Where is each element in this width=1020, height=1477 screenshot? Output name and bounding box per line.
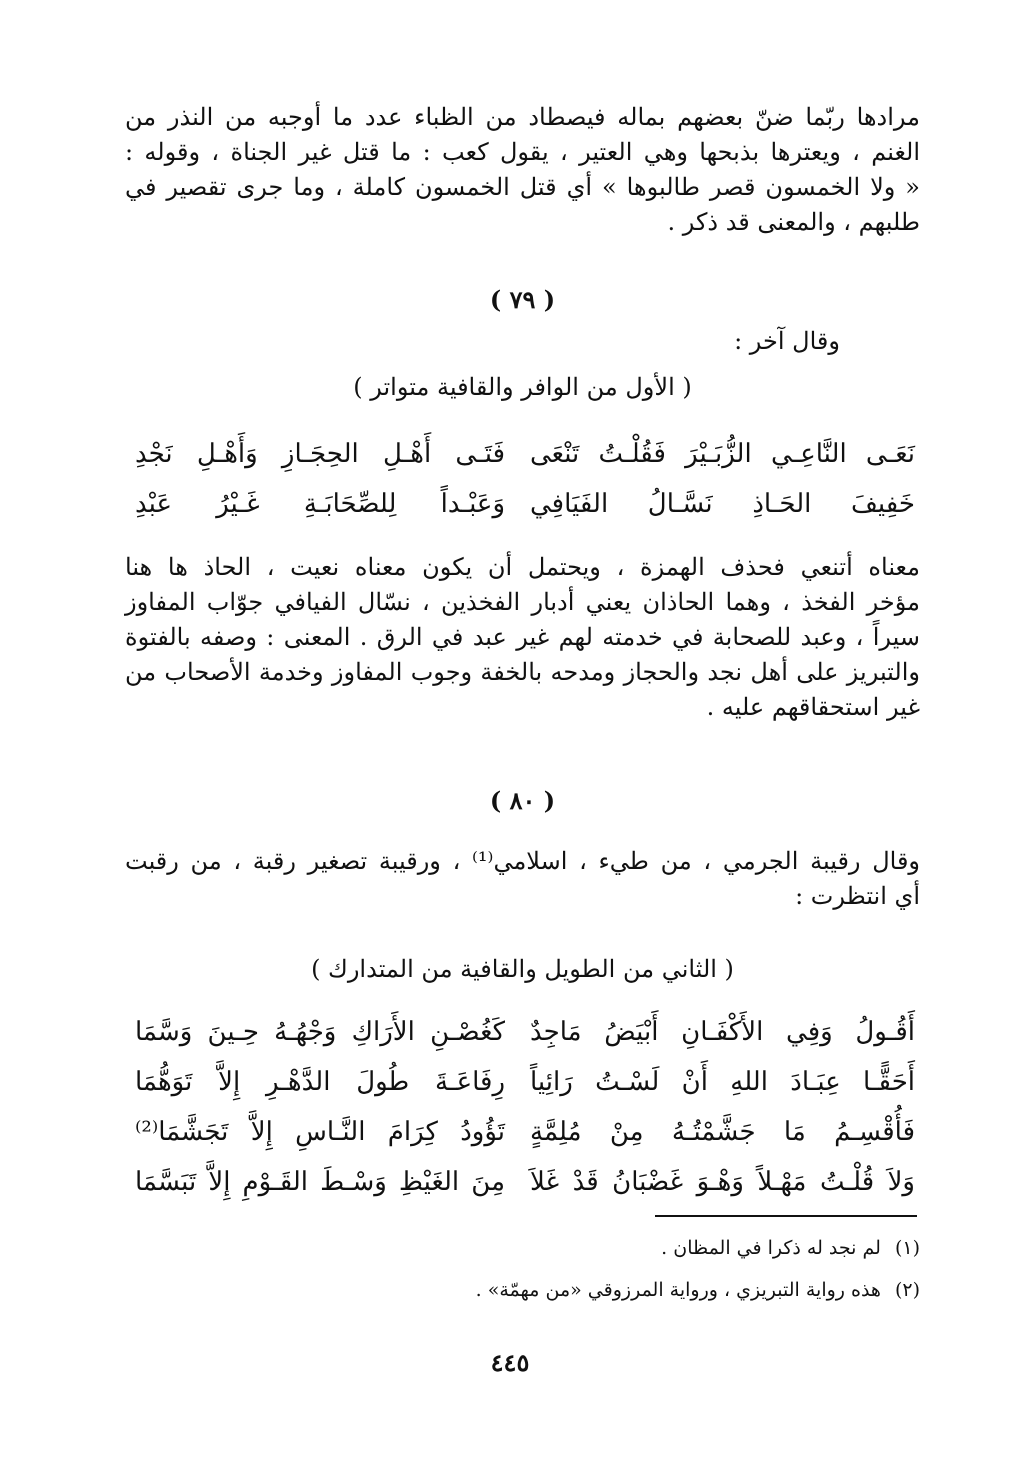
text-line: سيراً ، وعبد للصحابة في خدمته لهم غير عبد في الرق . المعنى : وصفه بالفتوة [125, 623, 920, 651]
text-line: « ولا الخمسون قصر طالبوها » أي قتل الخمسون كاملة ، وما جرى تقصير في [125, 173, 920, 201]
verse-first-hemistich: وَلاَ قُلْـتُ مَهْـلاً وَهْـوَ غَضْبَانُ قَدْ غَلاَ [530, 1167, 915, 1197]
text-line: مؤخر الفخذ ، وهما الحاذان يعني أدبار الفخذين ، نسّال الفيافي جوّاب المفاوز [125, 588, 920, 616]
text-line: وقال رقيبة الجرمي ، من طيء ، اسلامي⁽¹⁾ ، ورقيبة تصغير رقبة ، من رقبت [125, 847, 921, 875]
text-line: الغنم ، ويعترها بذبحها وهي العتير ، يقول كعب : ما قتل غير الجناة ، وقوله : [125, 138, 920, 166]
verse-row [135, 482, 915, 526]
verse-second-hemistich: مِنَ الغَيْظِ وَسْـطَ القَـوْمِ إِلاَّ تَبَسَّمَا [135, 1167, 505, 1197]
footnote-1 [661, 1234, 920, 1262]
meter-label-79: ( الأول من الوافر والقافية متواتر ) [353, 373, 692, 401]
section-number-79: ( ٧٩ ) [489, 285, 556, 314]
footnote-number: (١) [894, 1237, 920, 1259]
footnote-text: هذه رواية التبريزي ، ورواية المرزوقي «من مهمّة» . [475, 1279, 881, 1301]
verse-second-hemistich: رِفَاعَـةَ طُولَ الدَّهْـرِ إِلاَّ تَوَهُّمَا [135, 1067, 505, 1097]
text-line: والتبريز على أهل نجد والحجاز ومدحه بالخفة وجوب المفاوز وخدمة الأصحاب من [125, 658, 920, 686]
verse-second-hemistich: تَؤُودُ كِرَامَ النَّـاسِ إِلاَّ تَجَشَّمَا⁽²⁾ [135, 1117, 505, 1147]
footnote-2 [476, 1276, 920, 1304]
verse-row [135, 1060, 915, 1104]
footnote-divider [655, 1215, 917, 1217]
paragraph-commentary-79 [125, 550, 920, 725]
verse-row [135, 1010, 915, 1054]
footnote-number: (٢) [894, 1279, 920, 1301]
text-line: طلبهم ، والمعنى قد ذكر . [667, 208, 920, 236]
section-number-80: ( ٨٠ ) [489, 786, 556, 815]
text-line: مرادها ربّما ضنّ بعضهم بماله فيصطاد من الظباء عدد ما أوجبه من النذر من [125, 103, 920, 131]
paragraph-intro-80 [125, 844, 920, 914]
verse-row [135, 1110, 915, 1154]
verse-first-hemistich: خَفِيفَ الحَـاذِ نَسَّـالُ الفَيَافِي [530, 489, 915, 519]
verse-second-hemistich: كَغُصْـنِ الأَرَاكِ وَجْهُـهُ حِـينَ وَسَّمَا [135, 1017, 505, 1047]
poem-intro-79: وقال آخر : [734, 327, 840, 355]
meter-label-80: ( الثاني من الطويل والقافية من المتدارك ) [311, 955, 734, 983]
page-number: ٤٤٥ [490, 1348, 530, 1377]
verse-first-hemistich: نَعَـى النَّاعِـي الزُّبَـيْرَ فَقُلْـتُ تَنْعَى [530, 439, 915, 469]
text-line: أي انتظرت : [795, 882, 920, 910]
verse-first-hemistich: أَقُـولُ وَفِي الأَكْفَـانِ أَبْيَضُ مَاجِدٌ [530, 1017, 915, 1047]
verse-first-hemistich: أَحَقًّـا عِبَـادَ اللهِ أَنْ لَسْـتُ رَائِياً [530, 1067, 915, 1097]
verse-first-hemistich: فَأُقْسِـمُ مَا جَشَّمْتُـهُ مِنْ مُلِمَّةٍ [530, 1117, 915, 1147]
verse-second-hemistich: وَعَبْـداً لِلصِّحَابَـةِ غَـيْرُ عَبْدِ [135, 489, 505, 519]
text-line: معناه أتنعي فحذف الهمزة ، ويحتمل أن يكون معناه نعيت ، الحاذ ها هنا [125, 553, 920, 581]
verse-row [135, 432, 915, 476]
verse-second-hemistich: فَتَـى أَهْـلِ الحِجَـازِ وَأَهْـلِ نَجْدِ [135, 439, 505, 469]
paragraph-commentary-78 [125, 100, 920, 240]
verse-row [135, 1160, 915, 1204]
footnote-text: لم نجد له ذكرا في المظان . [661, 1237, 881, 1259]
text-line: غير استحقاقهم عليه . [706, 693, 920, 721]
